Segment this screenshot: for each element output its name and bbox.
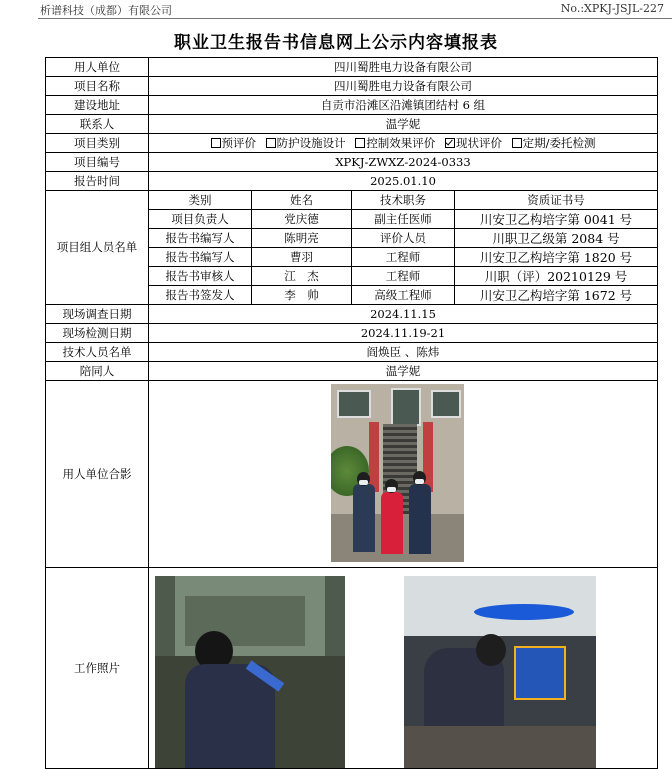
team-name: 江 杰 bbox=[252, 267, 352, 286]
contact-label: 联系人 bbox=[46, 115, 149, 134]
row-tech-staff bbox=[46, 343, 658, 362]
employer-value: 四川蜀胜电力设备有限公司 bbox=[149, 58, 658, 77]
address-value: 自贡市沿滩区沿滩镇团结村 6 组 bbox=[149, 96, 658, 115]
checkbox-icon[interactable] bbox=[512, 138, 522, 148]
report-time-value: 2025.01.10 bbox=[149, 172, 658, 191]
workbench bbox=[404, 726, 596, 769]
header-doc-number: No.:XPKJ-JSJL-227 bbox=[560, 2, 664, 15]
team-name: 党庆德 bbox=[252, 210, 352, 229]
category-option[interactable] bbox=[512, 136, 596, 150]
category-option[interactable] bbox=[266, 136, 346, 150]
team-header-role: 类别 bbox=[149, 191, 252, 210]
escort-label: 陪同人 bbox=[46, 362, 149, 381]
category-option[interactable] bbox=[355, 136, 435, 150]
tech-staff-label: 技术人员名单 bbox=[46, 343, 149, 362]
report-time-label: 报告时间 bbox=[46, 172, 149, 191]
team-name: 陈明亮 bbox=[252, 229, 352, 248]
checkbox-icon[interactable] bbox=[445, 138, 455, 148]
team-role: 报告书审核人 bbox=[149, 267, 252, 286]
team-role: 报告书编写人 bbox=[149, 229, 252, 248]
team-cert: 川安卫乙构培字第 1672 号 bbox=[455, 286, 658, 305]
row-project-name bbox=[46, 77, 658, 96]
page-title: 职业卫生报告书信息网上公示内容填报表 bbox=[174, 33, 498, 53]
team-header-cert: 资质证书号 bbox=[455, 191, 658, 210]
person bbox=[381, 492, 403, 554]
test-date-label: 现场检测日期 bbox=[46, 324, 149, 343]
survey-date-value: 2024.11.15 bbox=[149, 305, 658, 324]
team-header-title: 技术职务 bbox=[352, 191, 455, 210]
row-survey-date bbox=[46, 305, 658, 324]
row-work-photos bbox=[46, 568, 658, 769]
category-option-label: 现状评价 bbox=[455, 135, 502, 150]
row-escort bbox=[46, 362, 658, 381]
checkbox-icon[interactable] bbox=[355, 138, 365, 148]
test-date-value: 2024.11.19-21 bbox=[149, 324, 658, 343]
row-report-time bbox=[46, 172, 658, 191]
project-no-value: XPKJ-ZWXZ-2024-0333 bbox=[149, 153, 658, 172]
group-photo-label: 用人单位合影 bbox=[46, 381, 149, 568]
team-role: 报告书编写人 bbox=[149, 248, 252, 267]
group-photo bbox=[331, 384, 464, 562]
work-photo-label: 工作照片 bbox=[46, 568, 149, 769]
category-option-label: 控制效果评价 bbox=[366, 135, 436, 150]
team-title: 高级工程师 bbox=[352, 286, 455, 305]
row-test-date bbox=[46, 324, 658, 343]
row-category bbox=[46, 134, 658, 153]
checkbox-icon[interactable] bbox=[211, 138, 221, 148]
face-mask bbox=[415, 479, 424, 484]
red-sign bbox=[369, 422, 379, 492]
header-company: 析谱科技（成都）有限公司 bbox=[40, 4, 172, 17]
row-team-header bbox=[46, 191, 658, 210]
window bbox=[391, 388, 421, 426]
team-name: 曹羽 bbox=[252, 248, 352, 267]
team-title: 工程师 bbox=[352, 267, 455, 286]
project-name-value: 四川蜀胜电力设备有限公司 bbox=[149, 77, 658, 96]
fume-hood bbox=[474, 604, 574, 620]
team-cert: 川安卫乙构培字第 0041 号 bbox=[455, 210, 658, 229]
team-role: 报告书签发人 bbox=[149, 286, 252, 305]
team-cert: 川安卫乙构培字第 1820 号 bbox=[455, 248, 658, 267]
face-mask bbox=[387, 487, 396, 492]
person bbox=[409, 484, 431, 554]
contact-value: 温学妮 bbox=[149, 115, 658, 134]
row-group-photo bbox=[46, 381, 658, 568]
work-photo-cell bbox=[149, 568, 658, 769]
survey-date-label: 现场调查日期 bbox=[46, 305, 149, 324]
category-label: 项目类别 bbox=[46, 134, 149, 153]
window bbox=[431, 390, 461, 418]
category-option-label: 预评价 bbox=[221, 135, 256, 150]
escort-value: 温学妮 bbox=[149, 362, 658, 381]
window bbox=[337, 390, 371, 418]
team-title: 副主任医师 bbox=[352, 210, 455, 229]
team-title: 工程师 bbox=[352, 248, 455, 267]
team-cert: 川职卫乙级第 2084 号 bbox=[455, 229, 658, 248]
face-mask bbox=[359, 480, 368, 485]
category-option-label: 定期/委托检测 bbox=[522, 135, 596, 150]
row-contact bbox=[46, 115, 658, 134]
address-label: 建设地址 bbox=[46, 96, 149, 115]
category-option-label: 防护设施设计 bbox=[276, 135, 346, 150]
project-name-label: 项目名称 bbox=[46, 77, 149, 96]
team-name: 李 帅 bbox=[252, 286, 352, 305]
employer-label: 用人单位 bbox=[46, 58, 149, 77]
category-options bbox=[149, 134, 658, 153]
team-role: 项目负责人 bbox=[149, 210, 252, 229]
row-address bbox=[46, 96, 658, 115]
tech-staff-value: 阎焕臣 、陈炜 bbox=[149, 343, 658, 362]
worker-head bbox=[476, 634, 506, 666]
team-title: 评价人员 bbox=[352, 229, 455, 248]
row-employer bbox=[46, 58, 658, 77]
row-project-no bbox=[46, 153, 658, 172]
team-cert: 川职（评）20210129 号 bbox=[455, 267, 658, 286]
disclosure-form-table bbox=[45, 57, 658, 769]
team-label: 项目组人员名单 bbox=[46, 191, 149, 305]
team-header-name: 姓名 bbox=[252, 191, 352, 210]
header-divider bbox=[38, 18, 672, 19]
checkbox-icon[interactable] bbox=[266, 138, 276, 148]
person bbox=[353, 484, 375, 552]
project-no-label: 项目编号 bbox=[46, 153, 149, 172]
welder-machine bbox=[514, 646, 566, 700]
group-photo-cell bbox=[149, 381, 658, 568]
category-option[interactable] bbox=[211, 136, 257, 150]
category-option[interactable] bbox=[445, 136, 502, 150]
